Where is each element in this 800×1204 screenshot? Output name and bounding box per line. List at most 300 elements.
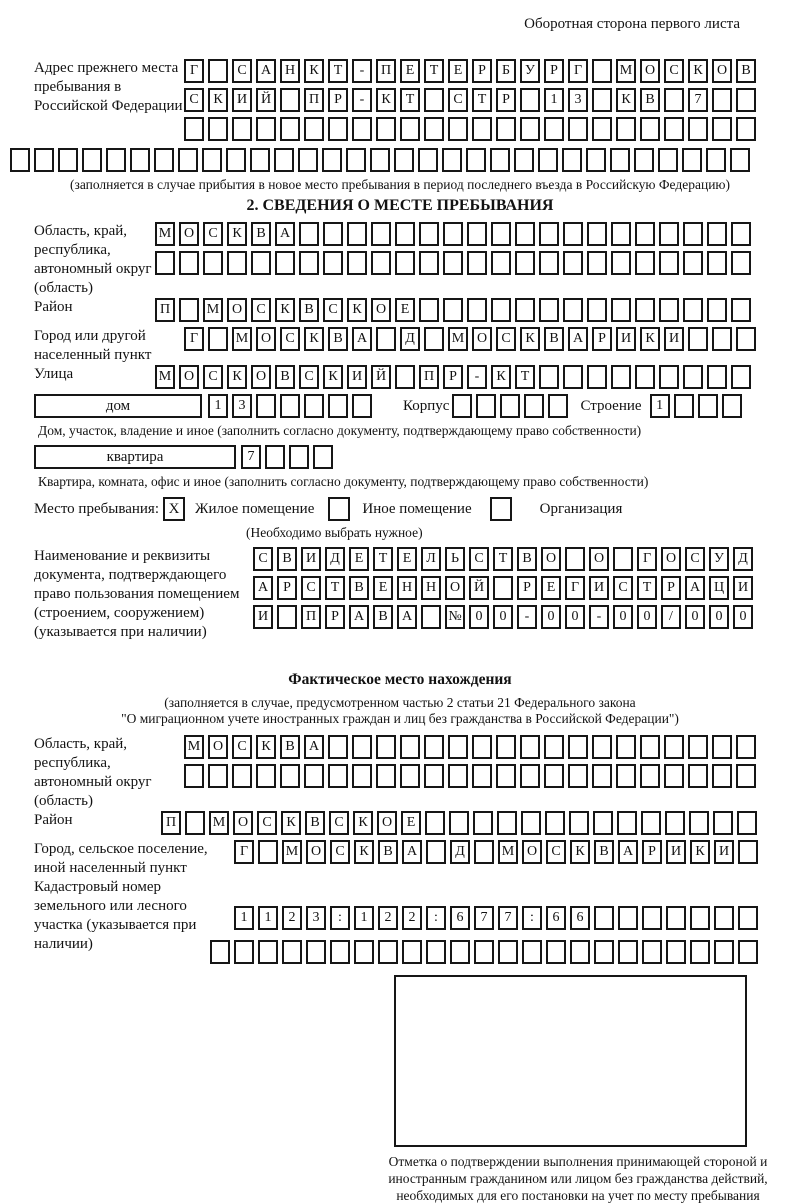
char-cell[interactable]: В	[251, 222, 271, 246]
char-cell[interactable]	[712, 764, 732, 788]
char-cell[interactable]: Д	[325, 547, 345, 571]
char-cell[interactable]: В	[277, 547, 297, 571]
char-cell[interactable]: С	[323, 298, 343, 322]
char-cell[interactable]	[424, 88, 444, 112]
char-cell[interactable]: М	[448, 327, 468, 351]
char-cell[interactable]	[208, 59, 228, 83]
char-cell[interactable]: 3	[306, 906, 326, 930]
char-cell[interactable]	[328, 764, 348, 788]
char-cell[interactable]: А	[397, 605, 417, 629]
char-cell[interactable]	[448, 117, 468, 141]
char-cell[interactable]	[738, 840, 758, 864]
char-cell[interactable]: 1	[208, 394, 228, 418]
char-cell[interactable]	[443, 222, 463, 246]
char-cell[interactable]	[592, 735, 612, 759]
char-cell[interactable]: 1	[234, 906, 254, 930]
char-cell[interactable]	[304, 394, 324, 418]
char-cell[interactable]	[546, 940, 566, 964]
char-cell[interactable]	[208, 117, 228, 141]
char-cell[interactable]: С	[330, 840, 350, 864]
char-cell[interactable]: 0	[685, 605, 705, 629]
char-cell[interactable]: К	[304, 59, 324, 83]
char-cell[interactable]: -	[352, 88, 372, 112]
char-cell[interactable]: Г	[637, 547, 657, 571]
char-cell[interactable]	[466, 148, 486, 172]
char-cell[interactable]	[640, 764, 660, 788]
char-cell[interactable]	[298, 148, 318, 172]
char-cell[interactable]: /	[661, 605, 681, 629]
char-cell[interactable]	[521, 811, 541, 835]
char-cell[interactable]: А	[256, 59, 276, 83]
char-cell[interactable]: Б	[496, 59, 516, 83]
char-cell[interactable]: О	[640, 59, 660, 83]
char-cell[interactable]	[352, 394, 372, 418]
char-cell[interactable]	[666, 940, 686, 964]
char-cell[interactable]: Н	[397, 576, 417, 600]
char-cell[interactable]: -	[467, 365, 487, 389]
char-cell[interactable]	[378, 940, 398, 964]
char-cell[interactable]	[592, 764, 612, 788]
char-cell[interactable]	[208, 764, 228, 788]
char-cell[interactable]: Н	[280, 59, 300, 83]
char-cell[interactable]	[280, 764, 300, 788]
char-cell[interactable]: М	[155, 222, 175, 246]
char-cell[interactable]: 0	[565, 605, 585, 629]
char-cell[interactable]: Т	[400, 88, 420, 112]
char-cell[interactable]: Т	[472, 88, 492, 112]
char-cell[interactable]	[354, 940, 374, 964]
char-cell[interactable]	[34, 148, 54, 172]
char-cell[interactable]	[570, 940, 590, 964]
char-cell[interactable]	[594, 940, 614, 964]
char-cell[interactable]	[280, 117, 300, 141]
char-cell[interactable]	[563, 298, 583, 322]
char-cell[interactable]	[698, 394, 718, 418]
char-cell[interactable]	[587, 222, 607, 246]
char-cell[interactable]	[616, 117, 636, 141]
char-cell[interactable]: С	[203, 222, 223, 246]
char-cell[interactable]: 1	[258, 906, 278, 930]
char-cell[interactable]	[179, 251, 199, 275]
char-cell[interactable]: Р	[661, 576, 681, 600]
char-cell[interactable]	[313, 445, 333, 469]
char-cell[interactable]: М	[155, 365, 175, 389]
char-cell[interactable]	[250, 148, 270, 172]
char-cell[interactable]	[496, 117, 516, 141]
char-cell[interactable]	[737, 811, 757, 835]
char-cell[interactable]: П	[161, 811, 181, 835]
char-cell[interactable]	[185, 811, 205, 835]
char-cell[interactable]	[659, 251, 679, 275]
char-cell[interactable]	[490, 148, 510, 172]
char-cell[interactable]: А	[304, 735, 324, 759]
char-cell[interactable]	[539, 251, 559, 275]
char-cell[interactable]: Г	[184, 59, 204, 83]
char-cell[interactable]	[500, 394, 520, 418]
char-cell[interactable]	[587, 251, 607, 275]
char-cell[interactable]	[592, 117, 612, 141]
char-cell[interactable]	[664, 117, 684, 141]
char-cell[interactable]: В	[280, 735, 300, 759]
char-cell[interactable]	[208, 327, 228, 351]
char-cell[interactable]	[497, 811, 517, 835]
char-cell[interactable]	[594, 906, 614, 930]
char-cell[interactable]: 2	[378, 906, 398, 930]
char-cell[interactable]	[184, 764, 204, 788]
char-cell[interactable]: К	[323, 365, 343, 389]
char-cell[interactable]: 0	[709, 605, 729, 629]
char-cell[interactable]	[376, 327, 396, 351]
char-cell[interactable]: В	[378, 840, 398, 864]
char-cell[interactable]: Т	[325, 576, 345, 600]
char-cell[interactable]	[548, 394, 568, 418]
char-cell[interactable]: О	[522, 840, 542, 864]
char-cell[interactable]: С	[184, 88, 204, 112]
char-cell[interactable]	[473, 811, 493, 835]
char-cell[interactable]: :	[330, 906, 350, 930]
char-cell[interactable]: Т	[637, 576, 657, 600]
char-cell[interactable]	[419, 251, 439, 275]
char-cell[interactable]: Р	[592, 327, 612, 351]
char-cell[interactable]	[346, 148, 366, 172]
char-cell[interactable]	[658, 148, 678, 172]
char-cell[interactable]	[682, 148, 702, 172]
char-cell[interactable]	[275, 251, 295, 275]
char-cell[interactable]: П	[419, 365, 439, 389]
char-cell[interactable]: Р	[277, 576, 297, 600]
char-cell[interactable]	[520, 117, 540, 141]
char-cell[interactable]: А	[685, 576, 705, 600]
char-cell[interactable]	[664, 764, 684, 788]
char-cell[interactable]	[395, 222, 415, 246]
char-cell[interactable]: Й	[371, 365, 391, 389]
char-cell[interactable]	[328, 394, 348, 418]
char-cell[interactable]: К	[281, 811, 301, 835]
char-cell[interactable]: 2	[282, 906, 302, 930]
char-cell[interactable]: И	[253, 605, 273, 629]
char-cell[interactable]: :	[426, 906, 446, 930]
char-cell[interactable]	[683, 365, 703, 389]
char-cell[interactable]: 3	[568, 88, 588, 112]
char-cell[interactable]: К	[353, 811, 373, 835]
char-cell[interactable]: Н	[421, 576, 441, 600]
char-cell[interactable]: С	[685, 547, 705, 571]
char-cell[interactable]: Е	[400, 59, 420, 83]
char-cell[interactable]: К	[208, 88, 228, 112]
char-cell[interactable]: Д	[400, 327, 420, 351]
char-cell[interactable]: Е	[397, 547, 417, 571]
char-cell[interactable]: М	[184, 735, 204, 759]
char-cell[interactable]	[544, 117, 564, 141]
stay-option-checkbox-residential[interactable]: X	[163, 497, 185, 521]
char-cell[interactable]	[611, 222, 631, 246]
char-cell[interactable]: В	[328, 327, 348, 351]
stay-option-checkbox-organization[interactable]	[490, 497, 512, 521]
char-cell[interactable]	[611, 365, 631, 389]
char-cell[interactable]: И	[666, 840, 686, 864]
char-cell[interactable]	[587, 298, 607, 322]
char-cell[interactable]	[593, 811, 613, 835]
char-cell[interactable]: М	[209, 811, 229, 835]
char-cell[interactable]	[736, 88, 756, 112]
char-cell[interactable]: 3	[232, 394, 252, 418]
char-cell[interactable]: К	[256, 735, 276, 759]
char-cell[interactable]	[376, 735, 396, 759]
char-cell[interactable]	[736, 764, 756, 788]
char-cell[interactable]	[613, 547, 633, 571]
char-cell[interactable]: В	[640, 88, 660, 112]
char-cell[interactable]: И	[301, 547, 321, 571]
char-cell[interactable]	[563, 365, 583, 389]
char-cell[interactable]: О	[541, 547, 561, 571]
char-cell[interactable]	[467, 298, 487, 322]
char-cell[interactable]	[689, 811, 709, 835]
char-cell[interactable]: Р	[472, 59, 492, 83]
char-cell[interactable]	[587, 365, 607, 389]
char-cell[interactable]: 7	[688, 88, 708, 112]
char-cell[interactable]: К	[227, 365, 247, 389]
char-cell[interactable]: М	[282, 840, 302, 864]
char-cell[interactable]	[640, 117, 660, 141]
char-cell[interactable]: О	[445, 576, 465, 600]
char-cell[interactable]	[539, 365, 559, 389]
char-cell[interactable]: 1	[354, 906, 374, 930]
char-cell[interactable]	[258, 840, 278, 864]
char-cell[interactable]	[688, 117, 708, 141]
char-cell[interactable]: 0	[541, 605, 561, 629]
char-cell[interactable]: В	[373, 605, 393, 629]
char-cell[interactable]	[265, 445, 285, 469]
char-cell[interactable]: В	[349, 576, 369, 600]
char-cell[interactable]: А	[349, 605, 369, 629]
char-cell[interactable]	[376, 117, 396, 141]
char-cell[interactable]	[731, 298, 751, 322]
char-cell[interactable]	[178, 148, 198, 172]
char-cell[interactable]	[304, 764, 324, 788]
char-cell[interactable]	[674, 394, 694, 418]
char-cell[interactable]	[155, 251, 175, 275]
char-cell[interactable]	[371, 222, 391, 246]
char-cell[interactable]: О	[179, 365, 199, 389]
char-cell[interactable]: Т	[424, 59, 444, 83]
char-cell[interactable]: А	[253, 576, 273, 600]
char-cell[interactable]: О	[589, 547, 609, 571]
char-cell[interactable]	[616, 735, 636, 759]
char-cell[interactable]	[400, 764, 420, 788]
char-cell[interactable]: С	[253, 547, 273, 571]
char-cell[interactable]: К	[354, 840, 374, 864]
char-cell[interactable]: Е	[395, 298, 415, 322]
char-cell[interactable]	[424, 764, 444, 788]
char-cell[interactable]: Е	[448, 59, 468, 83]
char-cell[interactable]	[395, 365, 415, 389]
char-cell[interactable]: И	[733, 576, 753, 600]
char-cell[interactable]	[688, 735, 708, 759]
char-cell[interactable]	[467, 251, 487, 275]
char-cell[interactable]: К	[690, 840, 710, 864]
char-cell[interactable]	[640, 735, 660, 759]
char-cell[interactable]	[664, 88, 684, 112]
char-cell[interactable]	[203, 251, 223, 275]
char-cell[interactable]: 6	[546, 906, 566, 930]
char-cell[interactable]: П	[155, 298, 175, 322]
char-cell[interactable]: Р	[544, 59, 564, 83]
char-cell[interactable]: П	[301, 605, 321, 629]
char-cell[interactable]	[299, 251, 319, 275]
char-cell[interactable]	[641, 811, 661, 835]
char-cell[interactable]	[277, 605, 297, 629]
stay-option-checkbox-other[interactable]	[328, 497, 350, 521]
char-cell[interactable]: -	[352, 59, 372, 83]
char-cell[interactable]	[106, 148, 126, 172]
char-cell[interactable]: О	[251, 365, 271, 389]
char-cell[interactable]: С	[546, 840, 566, 864]
char-cell[interactable]: Г	[184, 327, 204, 351]
char-cell[interactable]: Й	[256, 88, 276, 112]
char-cell[interactable]	[539, 298, 559, 322]
char-cell[interactable]	[323, 222, 343, 246]
char-cell[interactable]: В	[544, 327, 564, 351]
char-cell[interactable]: Е	[373, 576, 393, 600]
char-cell[interactable]: 6	[450, 906, 470, 930]
char-cell[interactable]	[664, 735, 684, 759]
char-cell[interactable]: М	[498, 840, 518, 864]
char-cell[interactable]	[642, 940, 662, 964]
char-cell[interactable]: Р	[325, 605, 345, 629]
char-cell[interactable]: 7	[498, 906, 518, 930]
char-cell[interactable]	[402, 940, 422, 964]
char-cell[interactable]	[184, 117, 204, 141]
char-cell[interactable]: К	[491, 365, 511, 389]
char-cell[interactable]	[443, 251, 463, 275]
char-cell[interactable]	[476, 394, 496, 418]
char-cell[interactable]	[394, 148, 414, 172]
char-cell[interactable]: И	[232, 88, 252, 112]
char-cell[interactable]: -	[589, 605, 609, 629]
char-cell[interactable]	[421, 605, 441, 629]
char-cell[interactable]: 1	[650, 394, 670, 418]
char-cell[interactable]	[282, 940, 302, 964]
char-cell[interactable]	[520, 88, 540, 112]
char-cell[interactable]	[280, 88, 300, 112]
char-cell[interactable]	[232, 117, 252, 141]
char-cell[interactable]	[256, 394, 276, 418]
char-cell[interactable]	[424, 735, 444, 759]
char-cell[interactable]	[611, 298, 631, 322]
char-cell[interactable]	[688, 764, 708, 788]
char-cell[interactable]	[565, 547, 585, 571]
char-cell[interactable]	[226, 148, 246, 172]
char-cell[interactable]	[666, 906, 686, 930]
char-cell[interactable]: Е	[349, 547, 369, 571]
char-cell[interactable]: С	[232, 735, 252, 759]
char-cell[interactable]	[371, 251, 391, 275]
char-cell[interactable]	[736, 735, 756, 759]
char-cell[interactable]: Й	[469, 576, 489, 600]
char-cell[interactable]	[400, 117, 420, 141]
char-cell[interactable]: О	[472, 327, 492, 351]
char-cell[interactable]	[568, 735, 588, 759]
char-cell[interactable]	[731, 365, 751, 389]
char-cell[interactable]: И	[589, 576, 609, 600]
char-cell[interactable]: О	[371, 298, 391, 322]
char-cell[interactable]	[569, 811, 589, 835]
char-cell[interactable]: В	[275, 365, 295, 389]
char-cell[interactable]: Р	[496, 88, 516, 112]
char-cell[interactable]	[712, 88, 732, 112]
char-cell[interactable]	[400, 735, 420, 759]
char-cell[interactable]	[683, 251, 703, 275]
char-cell[interactable]: 0	[613, 605, 633, 629]
char-cell[interactable]	[352, 764, 372, 788]
char-cell[interactable]: Д	[450, 840, 470, 864]
char-cell[interactable]: К	[376, 88, 396, 112]
char-cell[interactable]: Е	[541, 576, 561, 600]
char-cell[interactable]: О	[256, 327, 276, 351]
char-cell[interactable]	[659, 222, 679, 246]
char-cell[interactable]	[611, 251, 631, 275]
char-cell[interactable]: С	[301, 576, 321, 600]
char-cell[interactable]: М	[232, 327, 252, 351]
char-cell[interactable]	[544, 735, 564, 759]
char-cell[interactable]	[642, 906, 662, 930]
char-cell[interactable]	[82, 148, 102, 172]
char-cell[interactable]	[688, 327, 708, 351]
char-cell[interactable]	[665, 811, 685, 835]
char-cell[interactable]: И	[714, 840, 734, 864]
char-cell[interactable]	[442, 148, 462, 172]
char-cell[interactable]	[736, 117, 756, 141]
char-cell[interactable]: О	[179, 222, 199, 246]
char-cell[interactable]: У	[709, 547, 729, 571]
char-cell[interactable]	[425, 811, 445, 835]
char-cell[interactable]: С	[448, 88, 468, 112]
char-cell[interactable]: Р	[443, 365, 463, 389]
char-cell[interactable]: Т	[515, 365, 535, 389]
char-cell[interactable]	[448, 764, 468, 788]
char-cell[interactable]: Г	[234, 840, 254, 864]
char-cell[interactable]	[713, 811, 733, 835]
char-cell[interactable]	[635, 222, 655, 246]
char-cell[interactable]	[690, 940, 710, 964]
char-cell[interactable]: 1	[544, 88, 564, 112]
char-cell[interactable]	[419, 298, 439, 322]
char-cell[interactable]	[544, 764, 564, 788]
char-cell[interactable]: С	[280, 327, 300, 351]
char-cell[interactable]: Т	[328, 59, 348, 83]
char-cell[interactable]	[424, 327, 444, 351]
char-cell[interactable]	[493, 576, 513, 600]
char-cell[interactable]: А	[568, 327, 588, 351]
char-cell[interactable]	[635, 298, 655, 322]
char-cell[interactable]	[227, 251, 247, 275]
char-cell[interactable]	[522, 940, 542, 964]
char-cell[interactable]: 0	[469, 605, 489, 629]
char-cell[interactable]	[714, 906, 734, 930]
char-cell[interactable]	[251, 251, 271, 275]
char-cell[interactable]	[472, 117, 492, 141]
char-cell[interactable]	[707, 251, 727, 275]
char-cell[interactable]	[731, 222, 751, 246]
char-cell[interactable]: С	[299, 365, 319, 389]
char-cell[interactable]: 7	[474, 906, 494, 930]
char-cell[interactable]	[424, 117, 444, 141]
char-cell[interactable]	[280, 394, 300, 418]
char-cell[interactable]	[256, 764, 276, 788]
char-cell[interactable]: К	[520, 327, 540, 351]
char-cell[interactable]: №	[445, 605, 465, 629]
char-cell[interactable]	[418, 148, 438, 172]
